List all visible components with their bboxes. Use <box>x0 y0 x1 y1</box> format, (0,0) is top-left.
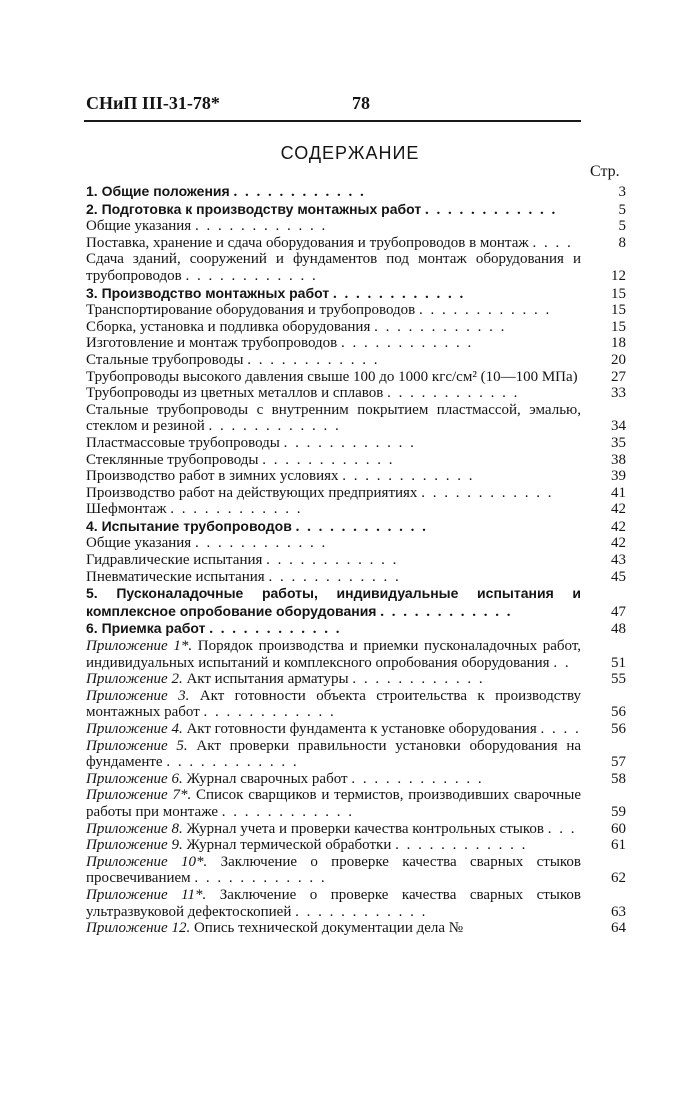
toc-entry-label: Стальные трубопроводы с внутренним покрытием пластмассой, эмалью, стеклом и резиной <box>86 401 581 435</box>
toc-page-number: 57 <box>611 754 626 771</box>
toc-page-number: 18 <box>611 335 626 352</box>
toc-entry-label: Сборка, установка и подливка оборудования <box>86 318 371 335</box>
toc-entry-label: 3. Производство монтажных работ <box>86 284 330 301</box>
toc-entry-text <box>86 183 581 201</box>
dot-leader: . . . . . . . . . . . . <box>341 335 474 352</box>
toc-entry <box>86 688 626 721</box>
document-code: СНиП III-31-78* <box>86 93 220 113</box>
toc-entry <box>86 638 626 671</box>
toc-entry <box>86 620 626 638</box>
appendix-label: Приложение 5. <box>86 737 188 754</box>
dot-leader: . . . . . . . . . . . . <box>421 484 554 501</box>
toc-entry-label: Журнал термической обработки <box>186 837 392 854</box>
toc-entry-text <box>86 518 581 536</box>
toc-page-number: 64 <box>611 920 626 937</box>
toc-page-number: 20 <box>611 351 626 368</box>
toc-page-number: 27 <box>611 368 626 385</box>
toc-entry-text <box>86 435 581 452</box>
toc-entry-label: Заключение о проверке качества сварных стыков просвечиванием <box>86 853 582 887</box>
toc-entry <box>86 771 626 788</box>
table-of-contents <box>86 183 626 937</box>
toc-entry-text <box>86 468 581 485</box>
toc-entry <box>86 920 626 937</box>
toc-entry-text <box>86 585 581 620</box>
toc-page-number: 34 <box>611 418 626 435</box>
toc-page-number: 41 <box>611 484 626 501</box>
toc-entry-label: Шефмонтаж <box>86 501 167 518</box>
toc-entry <box>86 501 626 518</box>
toc-entry-text <box>86 620 581 638</box>
toc-entry-text <box>86 235 581 252</box>
toc-entry-label: 1. Общие положения <box>86 183 230 199</box>
toc-entry-label: Пневматические испытания <box>86 568 265 585</box>
dot-leader: . . . . <box>532 234 573 251</box>
toc-entry <box>86 887 626 920</box>
toc-page-number: 55 <box>611 671 626 688</box>
toc-page-number: 12 <box>611 267 626 284</box>
toc-entry <box>86 319 626 336</box>
toc-entry-label: Опись технической документации дела № <box>193 920 464 937</box>
toc-entry-label: 4. Испытание трубопроводов <box>86 517 292 534</box>
appendix-label: Приложение 7*. <box>86 787 192 804</box>
appendix-label: Приложение 2. <box>86 671 183 688</box>
toc-entry-label: Сдача зданий, сооружений и фундаментов под монтаж оборудования и трубопроводов <box>86 251 581 284</box>
toc-entry-text <box>86 302 581 319</box>
toc-entry-label: Акт испытания арматуры <box>186 671 349 688</box>
toc-entry-text <box>86 319 581 336</box>
dot-leader: . . . . . . . . . . . . <box>209 621 342 638</box>
dot-leader: . . . . . . . . . . . . <box>342 468 475 485</box>
page-title: СОДЕРЖАНИЕ <box>280 143 420 163</box>
dot-leader: . . . . . . . . . . . . <box>295 903 428 920</box>
toc-entry <box>86 352 626 369</box>
toc-entry-label: Акт готовности объекта строительства к производству монтажных работ <box>86 687 582 721</box>
dot-leader: . . . . . . . . . . . . <box>194 870 327 887</box>
dot-leader: . . . . . . . . . . . . <box>194 535 328 552</box>
toc-entry-label: 6. Приемка работ <box>86 620 206 637</box>
toc-page-number: 51 <box>611 654 626 671</box>
toc-page-number: 35 <box>611 434 626 451</box>
toc-entry-text <box>86 552 581 569</box>
toc-page-number: 56 <box>611 721 626 737</box>
dot-leader: . . . . . . . . . . . . <box>332 285 466 302</box>
toc-page-number: 59 <box>611 803 626 820</box>
toc-entry-label: Производство работ в зимних условиях <box>86 468 339 485</box>
toc-entry-text <box>86 854 581 887</box>
toc-page-number: 3 <box>618 184 626 200</box>
toc-entry <box>86 569 626 586</box>
toc-entry-text <box>86 738 581 771</box>
toc-entry-text <box>86 452 581 469</box>
toc-entry-label: Транспортирование оборудования и трубопроводов <box>86 302 416 319</box>
toc-entry <box>86 335 626 352</box>
page-number: 78 <box>352 93 370 113</box>
dot-leader: . . <box>553 654 571 671</box>
dot-leader: . . . . . . . . . . . . <box>395 837 528 854</box>
toc-entry <box>86 671 626 688</box>
toc-page-number: 48 <box>611 621 626 638</box>
toc-page-number: 42 <box>611 501 626 518</box>
toc-entry-text <box>86 721 581 738</box>
page-column-label: Стр. <box>590 163 620 180</box>
toc-entry <box>86 452 626 469</box>
dot-leader: . . . . . . . . . . . . <box>283 434 416 451</box>
toc-entry-text <box>86 369 581 386</box>
toc-page-number: 62 <box>611 870 626 887</box>
toc-entry-text <box>86 837 581 854</box>
appendix-label: Приложение 6. <box>86 770 183 787</box>
toc-entry-text <box>86 887 581 920</box>
appendix-label: Приложение 10*. <box>86 853 208 870</box>
toc-entry-text <box>86 218 581 235</box>
dot-leader: . . . . . . . . . . . . <box>387 385 520 402</box>
toc-entry-text <box>86 771 581 788</box>
page-header <box>86 93 580 121</box>
toc-entry <box>86 485 626 502</box>
header-rule <box>84 120 581 122</box>
toc-entry-label: Порядок производства и приемки пусконаладочных работ, индивидуальных испытаний и комплексного опробования оборудования <box>86 638 581 671</box>
toc-entry-text <box>86 352 581 369</box>
appendix-label: Приложение 12. <box>86 920 191 937</box>
toc-entry-label: Гидравлические испытания <box>86 552 263 569</box>
toc-entry <box>86 721 626 738</box>
toc-entry-label: Стальные трубопроводы <box>86 351 244 368</box>
toc-entry-text <box>86 638 581 671</box>
toc-entry <box>86 302 626 319</box>
toc-entry <box>86 535 626 552</box>
toc-entry-label: 2. Подготовка к производству монтажных работ <box>86 200 422 217</box>
appendix-label: Приложение 11*. <box>86 886 207 903</box>
toc-entry-label: Пластмассовые трубопроводы <box>86 434 280 451</box>
toc-entry-label: Трубопроводы высокого давления свыше 100 до 1000 кгс/см² (10—100 МПа) <box>86 368 578 385</box>
toc-entry <box>86 235 626 252</box>
dot-leader: . . . . . . . . . . . . <box>351 770 484 787</box>
dot-leader: . . . . . . . . . . . . <box>295 518 428 535</box>
dot-leader: . . . . . . . . . . . . <box>352 671 485 688</box>
toc-entry-label: Список сварщиков и термистов, производивших сварочные работы при монтаже <box>86 787 581 820</box>
toc-entry-label: 5. Пусконаладочные работы, индивидуальные испытания и комплексное опробование оборудования <box>86 585 581 619</box>
dot-leader: . . . <box>547 820 577 837</box>
toc-page-number: 43 <box>611 552 626 569</box>
dot-leader: . . . . . . . . . . . . <box>424 201 558 218</box>
toc-entry <box>86 468 626 485</box>
toc-entry-label: Акт проверки правильности установки оборудования на фундаменте <box>86 737 581 771</box>
toc-entry-text <box>86 335 581 352</box>
toc-entry <box>86 385 626 402</box>
appendix-label: Приложение 3. <box>86 687 190 704</box>
dot-leader: . . . . . . . . . . . . <box>185 267 318 284</box>
toc-entry-text <box>86 385 581 402</box>
dot-leader: . . . . . . . . . . . . <box>194 218 328 235</box>
toc-entry-text <box>86 535 581 552</box>
toc-entry-text <box>86 787 581 820</box>
dot-leader: . . . . . . . . . . . . <box>203 704 336 721</box>
toc-entry <box>86 435 626 452</box>
dot-leader: . . . . . . . . . . . . <box>208 418 341 435</box>
toc-page-number: 45 <box>611 568 626 585</box>
toc-entry <box>86 821 626 838</box>
toc-entry-label: Общие указания <box>86 218 192 235</box>
toc-entry <box>86 787 626 820</box>
dot-leader: . . . . . . . . . . . . <box>247 351 380 368</box>
dot-leader: . . . . . . . . . . . . <box>262 451 395 468</box>
toc-entry-label: Журнал учета и проверки качества контрольных стыков <box>186 820 544 837</box>
toc-entry <box>86 201 626 219</box>
toc-page-number: 58 <box>611 770 626 787</box>
toc-entry <box>86 251 626 284</box>
appendix-label: Приложение 8. <box>86 820 183 837</box>
toc-entry <box>86 369 626 386</box>
toc-page-number: 60 <box>611 820 626 837</box>
toc-entry-label: Производство работ на действующих предприятиях <box>86 484 418 501</box>
toc-page-number: 5 <box>618 201 626 218</box>
toc-entry-text <box>86 251 581 284</box>
appendix-label: Приложение 1*. <box>86 638 193 655</box>
toc-entry-label: Стеклянные трубопроводы <box>86 451 259 468</box>
toc-entry <box>86 552 626 569</box>
toc-entry-label: Трубопроводы из цветных металлов и сплавов <box>86 385 384 402</box>
toc-entry-text <box>86 920 581 937</box>
dot-leader: . . . . . . . . . . . . <box>233 184 366 200</box>
toc-entry-label: Заключение о проверке качества сварных стыков ультразвуковой дефектоскопией <box>86 886 581 920</box>
toc-page-number: 5 <box>618 218 626 235</box>
toc-page-number: 56 <box>611 704 626 721</box>
toc-page-number: 47 <box>611 603 626 620</box>
toc-entry-label: Акт готовности фундамента к установке оборудования <box>186 721 537 737</box>
appendix-label: Приложение 9. <box>86 837 183 854</box>
toc-entry-label: Журнал сварочных работ <box>186 770 348 787</box>
toc-entry-text <box>86 821 581 838</box>
toc-entry-text <box>86 201 581 219</box>
toc-page-number: 15 <box>611 318 626 335</box>
dot-leader: . . . . . . . . . . . . <box>266 552 399 569</box>
toc-page-number: 15 <box>611 285 626 302</box>
dot-leader: . . . . . . . . . . . . <box>380 603 513 620</box>
toc-entry-text <box>86 501 581 518</box>
dot-leader: . . . . <box>540 721 581 737</box>
toc-entry-text <box>86 402 581 435</box>
toc-entry-text <box>86 671 581 688</box>
toc-page-number: 8 <box>618 234 626 251</box>
toc-entry-text <box>86 569 581 586</box>
dot-leader: . . . . . . . . . . . . <box>374 318 507 335</box>
toc-entry <box>86 285 626 303</box>
toc-page-number: 42 <box>611 518 626 535</box>
toc-entry <box>86 585 626 620</box>
toc-page-number: 15 <box>611 302 626 319</box>
toc-page-number: 42 <box>611 535 626 552</box>
toc-entry <box>86 218 626 235</box>
dot-leader: . . . . . . . . . . . . <box>268 568 401 585</box>
toc-page-number: 38 <box>611 451 626 468</box>
dot-leader: . . . . . . . . . . . . <box>419 302 552 319</box>
appendix-label: Приложение 4. <box>86 721 183 737</box>
dot-leader: . . . . . . . . . . . . <box>221 803 355 820</box>
toc-page-number: 61 <box>611 837 626 854</box>
toc-entry <box>86 402 626 435</box>
toc-entry-text <box>86 688 581 721</box>
toc-entry <box>86 738 626 771</box>
toc-entry-label: Поставка, хранение и сдача оборудования и трубопроводов в монтаж <box>86 234 529 251</box>
toc-entry-label: Изготовление и монтаж трубопроводов <box>86 335 338 352</box>
toc-entry <box>86 854 626 887</box>
toc-entry-text <box>86 285 581 303</box>
toc-page-number: 39 <box>611 468 626 485</box>
toc-entry <box>86 837 626 854</box>
toc-entry <box>86 183 626 201</box>
dot-leader: . . . . . . . . . . . . <box>166 754 299 771</box>
toc-entry <box>86 518 626 536</box>
dot-leader: . . . . . . . . . . . . <box>170 501 303 518</box>
toc-page-number: 63 <box>611 903 626 920</box>
toc-page-number: 33 <box>611 385 626 402</box>
toc-entry-label: Общие указания <box>86 535 192 552</box>
toc-entry-text <box>86 485 581 502</box>
